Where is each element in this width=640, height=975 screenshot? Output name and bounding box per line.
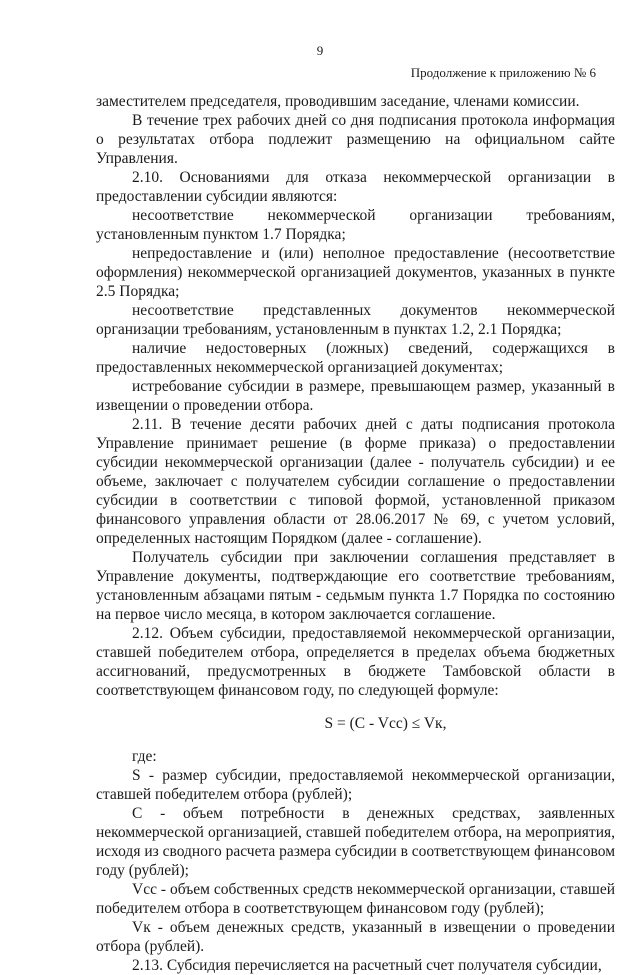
paragraph: 2.12. Объем субсидии, предоставляемой некоммерческой организации, ставшей победителем отбора, определяется в пределах объема бюджетных ассигнований, предусмотренных в бюджете Тамбовской области в соответствующем финансовом году, по следующей формуле:: [96, 625, 615, 699]
paragraph: 2.13. Субсидия перечисляется на расчетный счет получателя субсидии,: [132, 957, 602, 974]
definition-vss: Vсс - объем собственных средств некоммерческой организации, ставшей победителем отбора в соответствующем финансовом году (рублей);: [96, 881, 615, 917]
definition-c: C - объем потребности в денежных средствах, заявленных некоммерческой организацией, ставшей победителем отбора, на мероприятия, исходя из сводного расчета размера субсидии в соответствующем финансовом году (рублей);: [96, 805, 615, 879]
paragraph: несоответствие представленных документов некоммерческой организации требованиям, установленным в пунктах 1.2, 2.1 Порядка;: [96, 302, 615, 338]
definition-s: S - размер субсидии, предоставляемой некоммерческой организации, ставшей победителем отбора (рублей);: [96, 767, 615, 803]
document-body: [96, 92, 615, 975]
where-label: где:: [132, 748, 157, 765]
paragraph: непредоставление и (или) неполное предоставление (несоответствие оформления) некоммерческой организацией документов, указанных в пункте 2.5 Порядка;: [96, 245, 615, 300]
page-number: 9: [316, 43, 324, 58]
paragraph: наличие недостоверных (ложных) сведений, содержащихся в предоставленных некоммерческой организацией документах;: [96, 340, 615, 376]
paragraph: 2.11. В течение десяти рабочих дней с даты подписания протокола Управление принимает решение (в форме приказа) о предоставлении субсидии некоммерческой организации (далее - получатель субсидии) и ее объеме, заключает с получателем субсидии соглашение о предоставлении субсидии в соответствии с типовой формой, установленной приказом финансового управления области от 28.06.2017 № 69, с учетом условий, определенных настоящим Порядком (далее - соглашение).: [96, 416, 615, 547]
paragraph: заместителем председателя, проводившим заседание, членами комиссии.: [96, 93, 580, 110]
paragraph: несоответствие некоммерческой организации требованиям, установленным пунктом 1.7 Порядка;: [96, 207, 615, 243]
formula-text: S = (C - Vсс) ≤ Vк,: [324, 715, 447, 732]
header-note: Продолжение к приложению № 6: [410, 65, 596, 80]
definition-vk: Vк - объем денежных средств, указанный в извещении о проведении отбора (рублей).: [96, 919, 615, 955]
paragraph: Получатель субсидии при заключении соглашения представляет в Управление документы, подтверждающие его соответствие требованиям, установленным абзацами пятым - седьмым пункта 1.7 Порядка по состоянию на первое число месяца, в котором заключается соглашение.: [96, 549, 615, 623]
paragraph: истребование субсидии в размере, превышающем размер, указанный в извещении о проведении отбора.: [96, 378, 615, 414]
paragraph: 2.10. Основаниями для отказа некоммерческой организации в предоставлении субсидии являются:: [96, 169, 615, 205]
subsidy-formula: [96, 714, 615, 733]
paragraph: В течение трех рабочих дней со дня подписания протокола информация о результатах отбора подлежит размещению на официальном сайте Управления.: [96, 112, 615, 167]
